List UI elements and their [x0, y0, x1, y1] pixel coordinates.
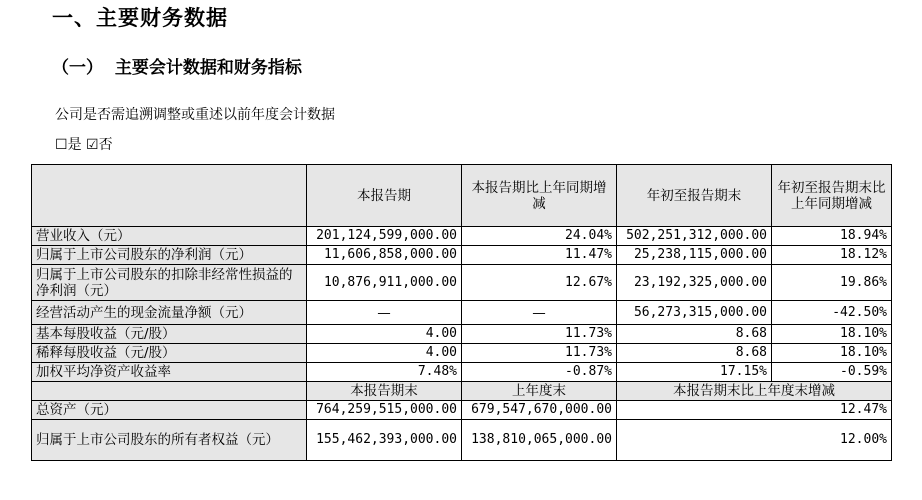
- table-subheader-row: [32, 382, 892, 401]
- row-label: 营业收入（元）: [32, 227, 307, 246]
- row-label: 总资产（元）: [32, 401, 307, 420]
- header-prior-year-end: 上年度末: [462, 382, 617, 401]
- header-blank-cell: [32, 165, 307, 227]
- restatement-options: [55, 134, 113, 156]
- cell-current-period-yoy: -0.87%: [462, 363, 617, 382]
- cell-current-period: 11,606,858,000.00: [307, 246, 462, 265]
- cell-prior-year-end: 138,810,065,000.00: [462, 420, 617, 461]
- cell-current-period-yoy: 11.73%: [462, 325, 617, 344]
- header-ytd-yoy: 年初至报告期末比上年同期增减: [772, 165, 892, 227]
- cell-current-period: 201,124,599,000.00: [307, 227, 462, 246]
- table-row: [32, 246, 892, 265]
- cell-current-period: 10,876,911,000.00: [307, 265, 462, 301]
- table-header-row: [32, 165, 892, 227]
- cell-ytd: 25,238,115,000.00: [617, 246, 772, 265]
- row-label: 经营活动产生的现金流量净额（元）: [32, 301, 307, 325]
- row-label: 加权平均净资产收益率: [32, 363, 307, 382]
- cell-change: 12.47%: [617, 401, 892, 420]
- cell-ytd: 502,251,312,000.00: [617, 227, 772, 246]
- cell-ytd-yoy: 19.86%: [772, 265, 892, 301]
- cell-current-period-yoy: 24.04%: [462, 227, 617, 246]
- subsection-title: （一） 主要会计数据和财务指标: [52, 58, 302, 78]
- cell-period-end: 155,462,393,000.00: [307, 420, 462, 461]
- table-row: [32, 325, 892, 344]
- table-row: [32, 344, 892, 363]
- cell-change: 12.00%: [617, 420, 892, 461]
- table-row: [32, 265, 892, 301]
- table-row: [32, 420, 892, 461]
- row-label: 稀释每股收益（元/股）: [32, 344, 307, 363]
- cell-current-period-yoy: 11.47%: [462, 246, 617, 265]
- header-period-end: 本报告期末: [307, 382, 462, 401]
- cell-ytd-yoy: 18.94%: [772, 227, 892, 246]
- row-label: 归属于上市公司股东的扣除非经常性损益的净利润（元）: [32, 265, 307, 301]
- cell-period-end: 764,259,515,000.00: [307, 401, 462, 420]
- table-row: [32, 227, 892, 246]
- table-row: [32, 363, 892, 382]
- no-checkbox[interactable]: ☑: [86, 137, 99, 153]
- header-ytd: 年初至报告期末: [617, 165, 772, 227]
- row-label: 归属于上市公司股东的所有者权益（元）: [32, 420, 307, 461]
- cell-ytd: 8.68: [617, 344, 772, 363]
- no-label: 否: [98, 137, 113, 153]
- cell-ytd-yoy: 18.10%: [772, 325, 892, 344]
- cell-ytd: 23,192,325,000.00: [617, 265, 772, 301]
- header-current-period: 本报告期: [307, 165, 462, 227]
- table-row: [32, 401, 892, 420]
- cell-ytd: 8.68: [617, 325, 772, 344]
- cell-ytd-yoy: 18.10%: [772, 344, 892, 363]
- cell-ytd-yoy: -0.59%: [772, 363, 892, 382]
- subheader-blank-cell: [32, 382, 307, 401]
- cell-current-period-yoy: 11.73%: [462, 344, 617, 363]
- cell-ytd: 17.15%: [617, 363, 772, 382]
- table-row: [32, 301, 892, 325]
- header-change-vs-prior-year-end: 本报告期末比上年度末增减: [617, 382, 892, 401]
- cell-prior-year-end: 679,547,670,000.00: [462, 401, 617, 420]
- header-current-period-yoy: 本报告期比上年同期增减: [462, 165, 617, 227]
- restatement-question: 公司是否需追溯调整或重述以前年度会计数据: [55, 107, 335, 123]
- row-label: 归属于上市公司股东的净利润（元）: [32, 246, 307, 265]
- row-label: 基本每股收益（元/股）: [32, 325, 307, 344]
- cell-current-period: 4.00: [307, 325, 462, 344]
- cell-current-period-yoy: 12.67%: [462, 265, 617, 301]
- cell-ytd-yoy: -42.50%: [772, 301, 892, 325]
- cell-current-period: 7.48%: [307, 363, 462, 382]
- yes-label: 是: [67, 137, 82, 153]
- section-title: 一、主要财务数据: [52, 6, 228, 30]
- cell-current-period: 4.00: [307, 344, 462, 363]
- yes-checkbox[interactable]: ☐: [55, 137, 68, 153]
- cell-current-period: —: [307, 301, 462, 325]
- cell-ytd: 56,273,315,000.00: [617, 301, 772, 325]
- financial-data-table: [31, 164, 892, 461]
- cell-ytd-yoy: 18.12%: [772, 246, 892, 265]
- cell-current-period-yoy: —: [462, 301, 617, 325]
